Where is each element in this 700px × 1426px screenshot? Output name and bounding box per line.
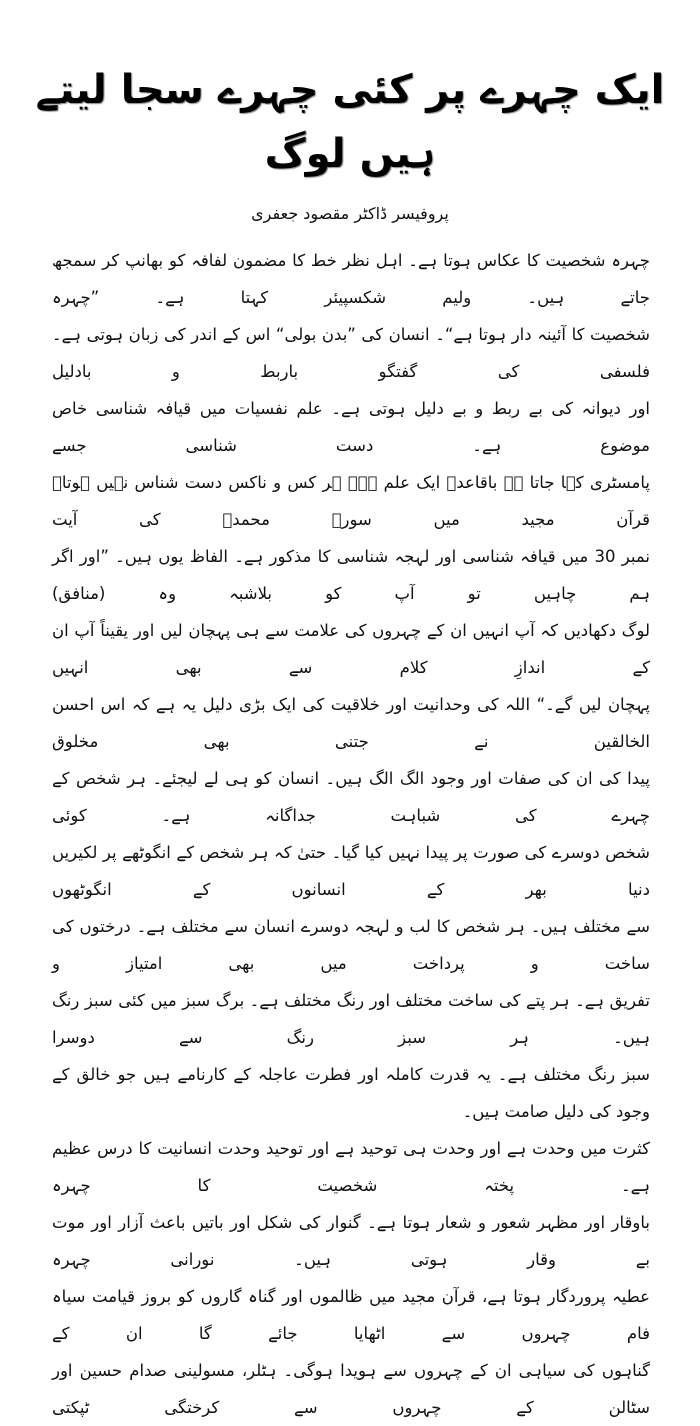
body-line: پہچان لیں گے۔“ اللہ کی وحدانیت اور خلاقیت کی ایک بڑی دلیل یہ ہے کہ اس احسن الخالقین نے جتنی بھی مخلوق (52, 695, 650, 751)
body-line: چہرہ شخصیت کا عکاس ہوتا ہے۔ اہل نظر خط کا مضمون لفافہ کو بھانپ کر سمجھ جاتے ہیں۔ ولیم شکسپیئر کہتا ہے۔ ”چہرہ (52, 251, 650, 307)
body-line: باوقار اور مظہر شعور و شعار ہوتا ہے۔ گنوار کی شکل اور باتیں باعث آزار اور موت بے وقار ہوتی ہیں۔ نورانی چہرہ (52, 1213, 650, 1269)
body-line: سے مختلف ہیں۔ ہر شخص کا لب و لہجہ دوسرے انسان سے مختلف ہے۔ درختوں کی ساخت و پرداخت میں بھی امتیاز و (52, 917, 650, 973)
body-line: عطیہ پروردگار ہوتا ہے، قرآن مجید میں ظالموں اور گناہ گاروں کو بروز قیامت سیاہ فام چہروں سے اٹھایا جائے گا ان کے (52, 1287, 650, 1343)
body-line: پامسٹری کہا جاتا ہے باقاعدہ ایک علم ہے۔ ہر کس و ناکس دست شناس نہیں ہوتا۔ قرآن مجید میں سورۂ محمدؐ کی آیت (52, 473, 650, 529)
body-line: شخصیت کا آئینہ دار ہوتا ہے“۔ انسان کی ”بدن بولی“ اس کے اندر کی زبان ہوتی ہے۔ فلسفی کی گفتگو باربط و بادلیل (52, 325, 650, 381)
body-line: گناہوں کی سیاہی ان کے چہروں سے ہویدا ہوگی۔ ہٹلر، مسولینی صدام حسین اور سٹالن کے چہروں سے کرختگی ٹپکتی (52, 1361, 650, 1417)
article-title: ایک چہرے پر کئی چہرے سجا لیتے ہیں لوگ (35, 67, 665, 177)
body-line: نمبر 30 میں قیافہ شناسی اور لہجہ شناسی کا مذکور ہے۔ الفاظ یوں ہیں۔ ”اور اگر ہم چاہیں تو آپ کو بلاشبہ وہ (منافق) (52, 547, 650, 603)
body-line: تفریق ہے۔ ہر پتے کی ساخت مختلف اور رنگ مختلف ہے۔ برگ سبز میں کئی سبز رنگ ہیں۔ ہر سبز رنگ سے دوسرا (52, 991, 650, 1047)
body-line: کثرت میں وحدت ہے اور وحدت ہی توحید ہے اور توحید وحدت انسانیت کا درس عظیم ہے۔ پختہ شخصیت کا چہرہ (52, 1139, 650, 1195)
author-byline: پروفیسر ڈاکٹر مقصود جعفری (251, 204, 449, 223)
article-body (52, 242, 650, 1426)
body-line: اور دیوانہ کی بے ربط و بے دلیل ہوتی ہے۔ علم نفسیات میں قیافہ شناسی خاص موضوع ہے۔ دست شناسی جسے (52, 399, 650, 455)
body-line: سبز رنگ مختلف ہے۔ یہ قدرت کاملہ اور فطرت عاجلہ کے کارنامے ہیں جو خالق کے وجود کی دلیل صامت ہیں۔ (52, 1065, 650, 1121)
body-line: پیدا کی ان کی صفات اور وجود الگ الگ ہیں۔ انسان کو ہی لے لیجئے۔ ہر شخص کے چہرے کی شباہت جداگانہ ہے۔ کوئی (52, 769, 650, 825)
body-line: شخص دوسرے کی صورت پر پیدا نہیں کیا گیا۔ حتیٰ کہ ہر شخص کے انگوٹھے پر لکیریں دنیا بھر کے انسانوں کے انگوٹھوں (52, 843, 650, 899)
body-line: لوگ دکھادیں کہ آپ انہیں ان کے چہروں کی علامت سے ہی پہچان لیں اور یقیناً آپ ان کے اندازِ کلام سے بھی انہیں (52, 621, 650, 677)
